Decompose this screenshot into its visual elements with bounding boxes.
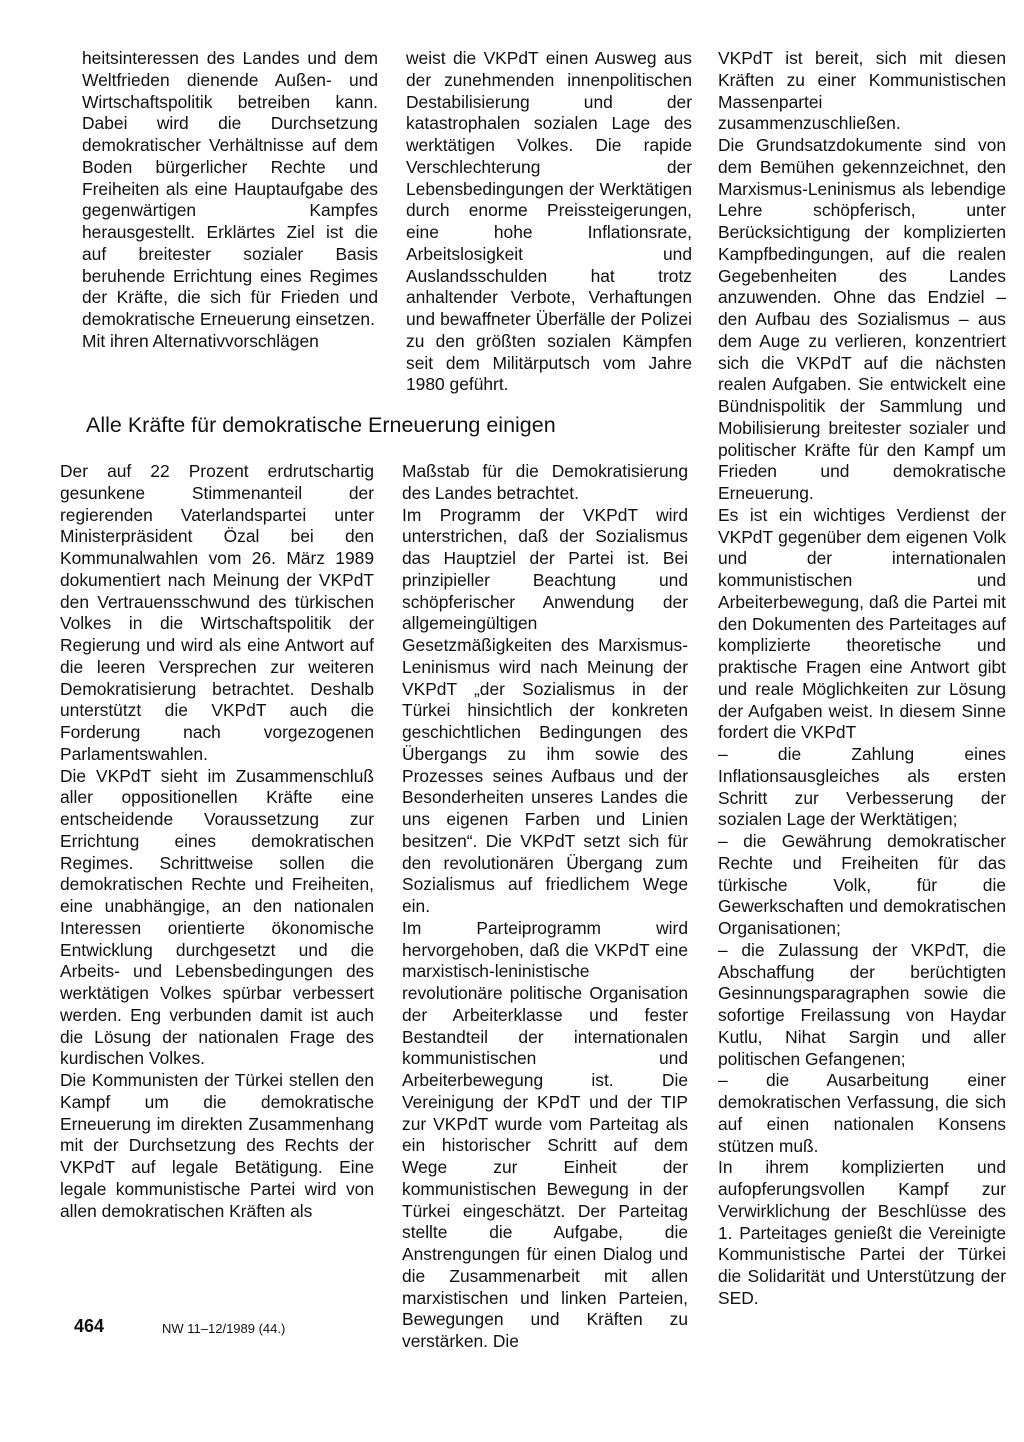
demand-item: – die Ausarbeitung einer demokratischen Verfassung, die sich auf einen nationalen Konsens stützen muß.: [718, 1070, 1006, 1156]
paragraph: Mit ihren Alternativvorschlägen: [82, 330, 319, 351]
demand-item: – die Gewährung demokratischer Rechte und Freiheiten für das türkische Volk, für die Gewerkschaften und demokratischen Organisationen;: [718, 831, 1006, 938]
column-right: [718, 48, 1006, 1310]
demand-item: – die Zahlung eines Inflationsausgleiches als ersten Schritt zur Verbesserung der sozialen Lage der Werktätigen;: [718, 744, 1006, 830]
paragraph: Es ist ein wichtiges Verdienst der VKPdT gegenüber dem eigenen Volk und der internationalen kommunistischen und Arbeiterbewegung, daß die Partei mit den Dokumenten des Parteitages auf komplizierte theoretische und praktische Fragen eine Antwort gibt und reale Möglichkeiten zur Lösung der Aufgaben weist. In diesem Sinne fordert die VKPdT: [718, 504, 1006, 743]
paragraph: In ihrem komplizierten und aufopferungsvollen Kampf zur Verwirklichung der Beschlüsse des 1. Parteitages genießt die Vereinigte Kommunistische Partei der Türkei die Solidarität und Unterstützung der SED.: [718, 1157, 1006, 1308]
issue-reference: NW 11–12/1989 (44.): [162, 1321, 286, 1336]
paragraph: Der auf 22 Prozent erdrutschartig gesunkene Stimmenanteil der regierenden Vaterlandspartei unter Ministerpräsident Özal bei den Kommunalwahlen vom 26. März 1989 dokumentiert nach Meinung der VKPdT den Vertrauensschwund des türkischen Volkes in die Wirtschaftspolitik der Regierung und wird als eine Antwort auf die leeren Versprechen zur weiteren Demokratisierung betrachtet. Deshalb unterstützt die VKPdT auch die Forderung nach vorgezogenen Parlamentswahlen.: [60, 461, 374, 764]
paragraph: VKPdT ist bereit, sich mit diesen Kräften zu einer Kommunistischen Massenpartei zusammenzuschließen.: [718, 48, 1006, 134]
paragraph: Im Programm der VKPdT wird unterstrichen, daß der Sozialismus das Hauptziel der Partei ist. Bei prinzipieller Beachtung und schöpferischer Anwendung der allgemeingültigen Gesetzmäßigkeiten des Marxismus-Leninismus wird nach Meinung der VKPdT „der Sozialismus in der Türkei hinsichtlich der konkreten geschichtlichen Bedingungen des Übergangs zu ihm sowie des Prozesses seines Aufbaus und der Besonderheiten unseres Landes die uns eigenen Farben und Linien besitzen“. Die VKPdT setzt sich für den revolutionären Übergang zum Sozialismus auf friedlichem Wege ein.: [402, 504, 688, 916]
paragraph: Die VKPdT sieht im Zusammenschluß aller oppositionellen Kräfte eine entscheidende Voraussetzung zur Errichtung eines demokratischen Regimes. Schrittweise sollen die demokratischen Rechte und Freiheiten, eine unabhängige, an den nationalen Interessen orientierte ökonomische Entwicklung durchgesetzt und die Arbeits- und Lebensbedingungen des werktätigen Volkes spürbar verbessert werden. Eng verbunden damit ist auch die Lösung der nationalen Frage des kurdischen Volkes.: [60, 765, 374, 1069]
column-top-1: [82, 48, 378, 353]
paragraph: Maßstab für die Demokratisierung des Landes betrachtet.: [402, 461, 688, 503]
demand-item: – die Zulassung der VKPdT, die Abschaffung der berüchtigten Gesinnungsparagraphen sowie die sofortige Freilassung von Haydar Kutlu, Nihat Sargin und aller politischen Gefangenen;: [718, 939, 1006, 1069]
column-bottom-1: [60, 461, 374, 1222]
page-number: 464: [74, 1316, 105, 1336]
paragraph: Die Kommunisten der Türkei stellen den Kampf um die demokratische Erneuerung im direkten Zusammenhang mit der Durchsetzung des Rechts der VKPdT auf legale Betätigung. Eine legale kommunistische Partei wird von allen demokratischen Kräften als: [60, 1070, 374, 1221]
paragraph: weist die VKPdT einen Ausweg aus der zunehmenden innenpolitischen Destabilisierung und der katastrophalen sozialen Lage des werktätigen Volkes. Die rapide Verschlechterung der Lebensbedingungen der Werktätigen durch enorme Preissteigerungen, eine hohe Inflationsrate, Arbeitslosigkeit und Auslandsschulden hat trotz anhaltender Verbote, Verhaftungen und bewaffneter Überfälle der Polizei zu den größten sozialen Kämpfen seit dem Militärputsch vom Jahre 1980 geführt.: [406, 48, 692, 395]
column-top-2: [406, 48, 692, 396]
paragraph: Die Grundsatzdokumente sind von dem Bemühen gekennzeichnet, den Marxismus-Leninismus als lebendige Lehre schöpferisch, unter Berücksichtigung der komplizierten Kampfbedingungen, auf die realen Gegebenheiten des Landes anzuwenden. Ohne das Endziel – den Aufbau des Sozialismus – aus dem Auge zu verlieren, konzentriert sich die VKPdT auf die nächsten realen Aufgaben. Sie entwickelt eine Bündnispolitik der Sammlung und Mobilisierung breitester sozialer und politischer Kräfte für den Kampf um Frieden und demokratische Erneuerung.: [718, 135, 1006, 503]
paragraph: heitsinteressen des Landes und dem Weltfrieden dienende Außen- und Wirtschaftspolitik betreiben kann. Dabei wird die Durchsetzung demokratischer Verhältnisse auf dem Boden bürgerlicher Rechte und Freiheiten als eine Hauptaufgabe des gegenwärtigen Kampfes herausgestellt. Erklärtes Ziel ist die auf breitester sozialer Basis beruhende Errichtung eines Regimes der Kräfte, die sich für Frieden und demokratische Erneuerung einsetzen.: [82, 48, 378, 329]
paragraph: Im Parteiprogramm wird hervorgehoben, daß die VKPdT eine marxistisch-leninistische revolutionäre politische Organisation der Arbeiterklasse und fester Bestandteil der internationalen kommunistischen und Arbeiterbewegung ist. Die Vereinigung der KPdT und der TIP zur VKPdT wurde vom Parteitag als ein historischer Schritt auf dem Wege zur Einheit der kommunistischen Bewegung in der Türkei eingeschätzt. Der Parteitag stellte die Aufgabe, die Anstrengungen für einen Dialog und die Zusammenarbeit mit allen marxistischen und linken Parteien, Bewegungen und Kräften zu verstärken. Die: [402, 917, 688, 1351]
column-bottom-2: [402, 461, 688, 1353]
section-heading: Alle Kräfte für demokratische Erneuerung einigen: [86, 413, 556, 437]
